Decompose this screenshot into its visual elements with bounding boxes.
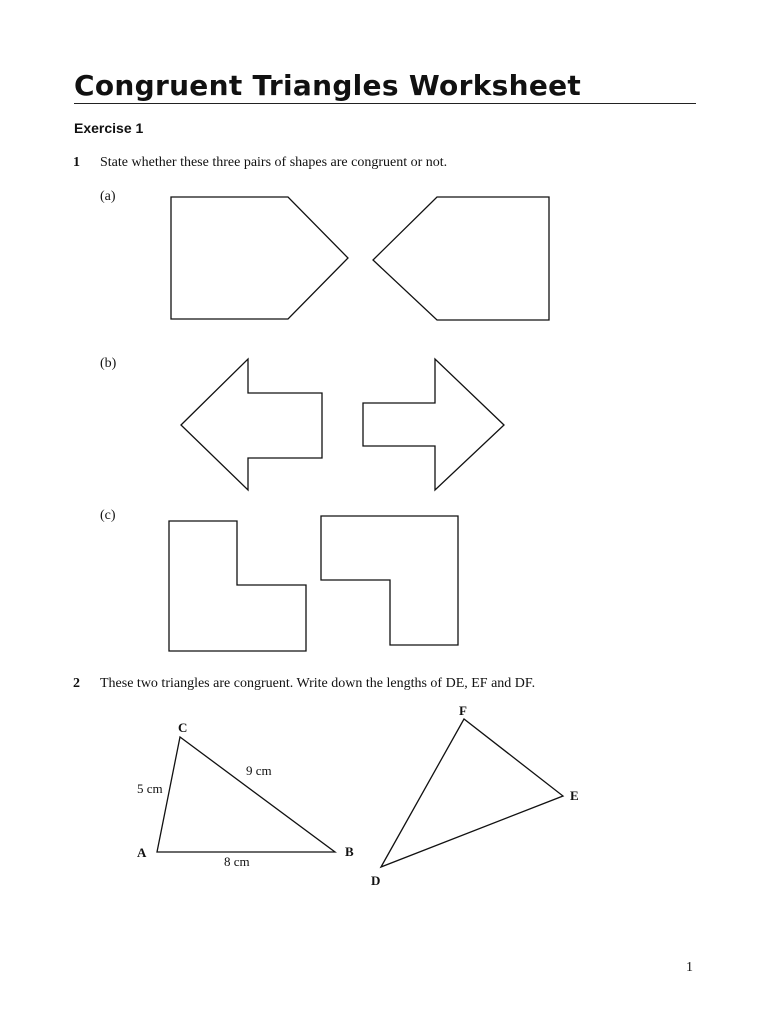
shape-b-right-arrow	[363, 359, 504, 490]
shape-c-left-l-shape	[169, 521, 306, 651]
shape-a-left-pentagon	[171, 197, 348, 319]
vertex-d-label: D	[371, 873, 381, 888]
question-1-part-a-label: (a)	[100, 189, 116, 204]
vertex-a-label: A	[137, 845, 147, 860]
vertex-b-label: B	[345, 844, 354, 859]
triangle-def	[381, 719, 563, 867]
question-1-text: State whether these three pairs of shapes are congruent or not.	[100, 155, 448, 170]
question-1-number: 1	[73, 155, 80, 170]
vertex-f-label: F	[459, 703, 467, 718]
shape-a-right-pentagon	[373, 197, 549, 320]
shape-b-left-arrow	[181, 359, 322, 490]
vertex-e-label: E	[570, 788, 579, 803]
page-number: 1	[686, 960, 693, 975]
vertex-c-label: C	[178, 720, 188, 735]
question-2-text: These two triangles are congruent. Write down the lengths of DE, EF and DF.	[100, 676, 536, 691]
worksheet-title: Congruent Triangles Worksheet	[74, 69, 582, 102]
question-2-number: 2	[73, 676, 80, 691]
exercise-heading: Exercise 1	[74, 120, 144, 136]
side-ab-length: 8 cm	[224, 854, 250, 869]
side-cb-length: 9 cm	[246, 763, 272, 778]
shape-c-right-l-shape	[321, 516, 458, 645]
side-ac-length: 5 cm	[137, 781, 163, 796]
question-1-part-b-label: (b)	[100, 356, 117, 371]
question-1-part-c-label: (c)	[100, 508, 116, 523]
triangle-abc	[157, 737, 335, 852]
